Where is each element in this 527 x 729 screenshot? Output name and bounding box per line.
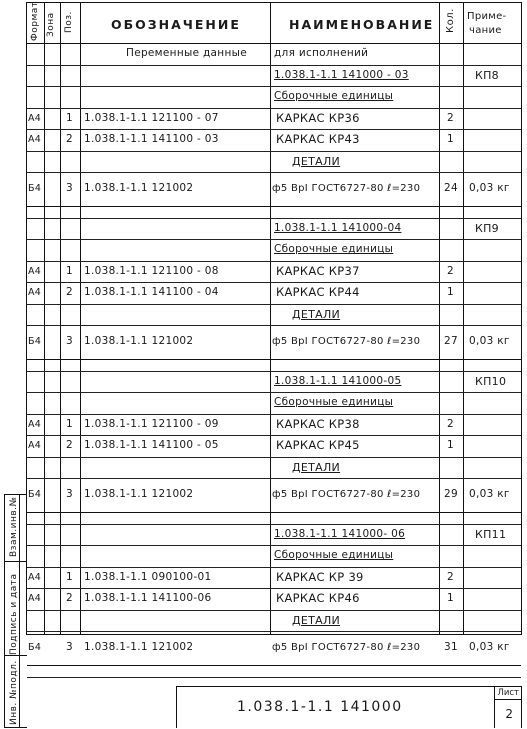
row-divider (27, 151, 521, 152)
assembly-units-label: Сборочные единицы (274, 396, 394, 408)
part-designation: 1.038.1-1.1 121002 (84, 182, 194, 194)
item-quantity: 2 (447, 111, 454, 124)
item-name: КАРКАС КР37 (276, 263, 360, 278)
row-divider (27, 610, 521, 611)
item-quantity: 1 (447, 286, 454, 298)
part-designation: 1.038.1-1.1 121002 (84, 335, 194, 347)
strip-column-divider (19, 495, 20, 727)
item-position: 1 (66, 417, 73, 430)
column-divider (270, 3, 271, 634)
part-note: 0,03 кг (469, 182, 510, 194)
item-format: А4 (28, 593, 42, 604)
row-divider (27, 665, 521, 666)
part-quantity: 29 (444, 488, 458, 500)
row-divider (27, 457, 521, 458)
parts-label: ДЕТАЛИ (292, 307, 341, 321)
sheet-number: 2 (505, 707, 513, 721)
title-block (176, 686, 522, 728)
part-format: Б4 (28, 489, 42, 500)
item-position: 2 (66, 592, 73, 604)
item-name: КАРКАС КР44 (276, 285, 360, 299)
item-format: А4 (28, 418, 42, 430)
part-note: 0,03 кг (469, 488, 510, 500)
item-format: А4 (28, 265, 42, 277)
variant-designation: 1.038.1-1.1 141000-04 (274, 221, 402, 234)
item-position: 1 (66, 570, 73, 583)
item-format: А4 (28, 440, 42, 451)
part-position: 3 (66, 335, 73, 347)
part-format: Б4 (28, 336, 42, 347)
part-quantity: 27 (444, 335, 458, 347)
header-format: Формат (30, 1, 40, 41)
assembly-units-label: Сборочные единицы (274, 243, 394, 255)
column-divider (44, 3, 45, 634)
document-code: 1.038.1-1.1 141000 (237, 699, 403, 715)
item-position: 2 (66, 286, 73, 298)
inventory-original-label: Инв. №подл. (9, 660, 19, 725)
specification-table (26, 1, 522, 653)
assembly-units-label: Сборочные единицы (274, 549, 394, 561)
variant-note: КП8 (475, 68, 499, 82)
item-designation: 1.038.1-1.1 121100 - 09 (84, 417, 219, 430)
item-designation: 1.038.1-1.1 141100 - 04 (84, 286, 219, 298)
strip-divider (5, 655, 27, 656)
item-position: 2 (66, 133, 73, 145)
item-designation: 1.038.1-1.1 090100-01 (84, 570, 212, 583)
header-note-line2: чание (469, 25, 502, 36)
part-position: 3 (66, 641, 73, 653)
part-position: 3 (66, 182, 73, 194)
item-format: А4 (28, 571, 42, 583)
part-designation: 1.038.1-1.1 121002 (84, 641, 194, 653)
variant-designation: 1.038.1-1.1 141000-05 (274, 374, 402, 387)
part-format: Б4 (28, 642, 42, 653)
variant-designation: 1.038.1-1.1 141000- 06 (274, 527, 406, 540)
item-designation: 1.038.1-1.1 121100 - 08 (84, 264, 219, 277)
part-name: ф5 ВрI ГОСТ6727-80 ℓ=230 (272, 336, 421, 347)
part-name: ф5 ВрI ГОСТ6727-80 ℓ=230 (272, 642, 421, 653)
side-stamp-strip (4, 494, 26, 728)
variant-note: КП11 (475, 527, 507, 541)
item-name: КАРКАС КР43 (276, 132, 360, 146)
item-designation: 1.038.1-1.1 141100 - 05 (84, 439, 219, 451)
column-divider (439, 3, 440, 634)
row-divider (27, 478, 521, 479)
part-note: 0,03 кг (469, 641, 510, 653)
item-quantity: 2 (447, 264, 454, 277)
sheet-divider (495, 699, 521, 700)
item-name: КАРКАС КР38 (276, 416, 360, 431)
row-divider (27, 631, 521, 632)
item-designation: 1.038.1-1.1 141100-06 (84, 592, 212, 604)
part-quantity: 31 (444, 641, 458, 653)
row-divider (27, 325, 521, 326)
part-note: 0,03 кг (469, 335, 510, 347)
assembly-units-label: Сборочные единицы (274, 90, 394, 102)
variable-data-label: Переменные данные (126, 47, 247, 59)
variant-designation: 1.038.1-1.1 141000 - 03 (274, 68, 409, 81)
item-name: КАРКАС КР46 (276, 591, 360, 605)
item-quantity: 2 (447, 570, 454, 583)
item-name: КАРКАС КР36 (276, 110, 360, 125)
signature-date-label: Подпись и дата (9, 573, 19, 655)
row-divider (27, 677, 521, 678)
part-position: 3 (66, 488, 73, 500)
item-position: 1 (66, 111, 73, 124)
variant-note: КП9 (475, 221, 499, 235)
item-quantity: 1 (447, 592, 454, 604)
item-format: А4 (28, 287, 42, 298)
item-format: А4 (28, 134, 42, 145)
header-designation: ОБОЗНАЧЕНИЕ (111, 17, 241, 32)
item-position: 2 (66, 439, 73, 451)
variable-data-label-right: для исполнений (274, 47, 369, 59)
item-quantity: 1 (447, 439, 454, 451)
column-divider (60, 3, 61, 634)
variant-note: КП10 (475, 374, 507, 388)
header-pos: Поз. (64, 11, 74, 33)
row-divider (27, 304, 521, 305)
parts-label: ДЕТАЛИ (292, 154, 341, 168)
header-note-line1: Приме- (467, 11, 507, 22)
item-position: 1 (66, 264, 73, 277)
replacement-inventory-label: Взам.инв.№ (9, 496, 19, 557)
row-divider (27, 206, 521, 207)
parts-label: ДЕТАЛИ (292, 613, 341, 627)
column-divider (80, 3, 81, 634)
item-designation: 1.038.1-1.1 121100 - 07 (84, 111, 219, 124)
item-quantity: 1 (447, 133, 454, 145)
part-format: Б4 (28, 183, 42, 194)
item-format: А4 (28, 112, 42, 124)
row-divider (27, 359, 521, 360)
strip-divider (5, 561, 27, 562)
row-divider (27, 512, 521, 513)
row-divider (27, 172, 521, 173)
header-qty: Кол. (445, 8, 456, 33)
strip-divider (5, 727, 27, 728)
item-quantity: 2 (447, 417, 454, 430)
header-zone: Зона (46, 12, 56, 37)
part-quantity: 24 (444, 182, 458, 194)
part-name: ф5 ВрI ГОСТ6727-80 ℓ=230 (272, 183, 421, 194)
item-name: КАРКАС КР 39 (276, 569, 364, 584)
part-name: ф5 ВрI ГОСТ6727-80 ℓ=230 (272, 489, 421, 500)
sheet-label: Лист (497, 688, 519, 698)
parts-label: ДЕТАЛИ (292, 460, 341, 474)
item-name: КАРКАС КР45 (276, 438, 360, 452)
header-name: НАИМЕНОВАНИЕ (289, 17, 435, 32)
column-divider (463, 3, 464, 634)
item-designation: 1.038.1-1.1 141100 - 03 (84, 133, 219, 145)
part-designation: 1.038.1-1.1 121002 (84, 488, 194, 500)
